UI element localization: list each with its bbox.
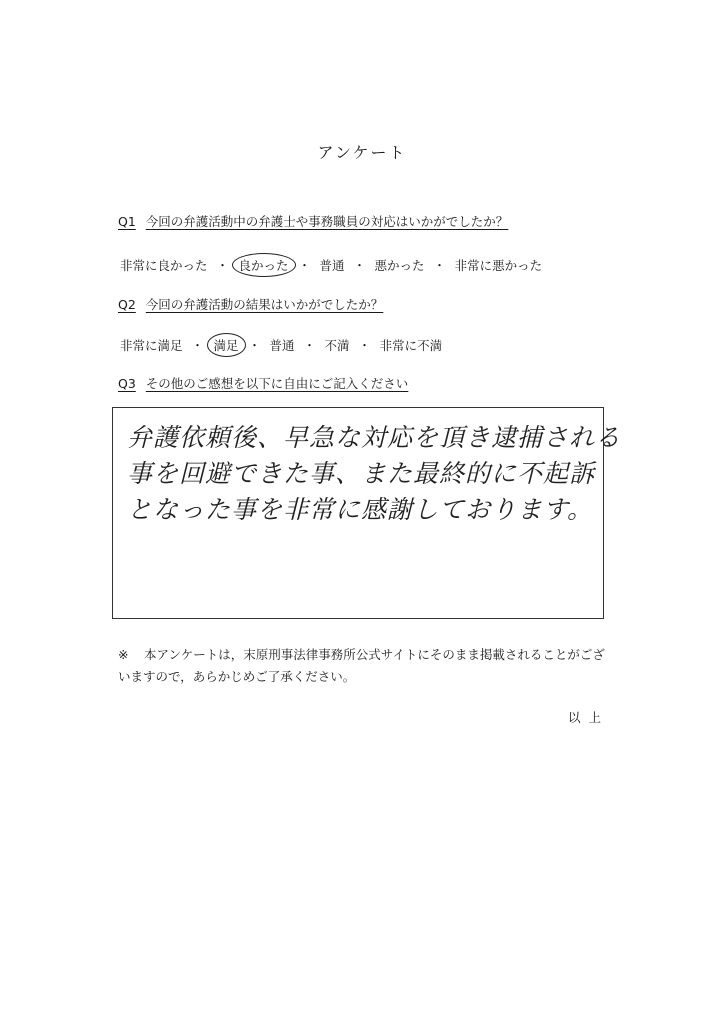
separator: ・ [191,338,204,353]
question-1-text: 今回の弁護活動中の弁護士や事務職員の対応はいかがでしたか？ [145,214,509,229]
q2-option-normal[interactable]: 普通 [269,338,295,353]
question-2-options [118,336,444,354]
q2-option-very-dissatisfied[interactable]: 非常に不満 [379,338,443,353]
answer-line-3: となった事を非常に感謝しております。 [127,495,594,524]
page-title: アンケート [317,143,407,162]
question-3-number: Q3 [118,376,136,391]
separator: ・ [358,338,371,353]
separator: ・ [353,258,366,273]
separator: ・ [298,258,311,273]
question-2-number: Q2 [118,297,136,312]
question-2 [118,295,383,313]
answer-line-1: 弁護依頼後、早急な対応を頂き逮捕される [127,423,622,452]
question-3-text: その他のご感想を以下に自由にご記入ください [145,376,409,391]
q1-option-very-good[interactable]: 非常に良かった [120,258,208,273]
q1-option-normal[interactable]: 普通 [319,258,345,273]
question-3 [118,374,408,392]
separator: ・ [248,338,261,353]
question-1-number: Q1 [118,214,136,229]
note-mark: ※ [118,647,129,662]
q1-option-very-bad[interactable]: 非常に悪かった [454,258,543,273]
note-text: 本アンケートは，末原刑事法律事務所公式サイトにそのまま掲載されることがございますので，あらかじめご了承ください。 [118,647,605,684]
separator: ・ [433,258,446,273]
question-1-options [118,256,544,274]
question-1 [118,212,508,230]
closing-text: 以上 [568,710,610,725]
publication-note [118,644,608,688]
free-comment-box[interactable] [112,407,622,619]
separator: ・ [216,258,229,273]
q1-option-good-selected[interactable]: 良かった [232,253,296,277]
separator: ・ [303,338,316,353]
q2-option-dissatisfied[interactable]: 不満 [324,338,350,353]
q1-option-bad[interactable]: 悪かった [374,258,425,273]
answer-line-2: 事を回避できた事、また最終的に不起訴 [127,459,596,488]
question-2-text: 今回の弁護活動の結果はいかがでしたか？ [145,297,384,312]
q2-option-satisfied-selected[interactable]: 満足 [207,333,246,357]
q2-option-very-satisfied[interactable]: 非常に満足 [120,338,183,353]
handwritten-answer [127,420,622,528]
